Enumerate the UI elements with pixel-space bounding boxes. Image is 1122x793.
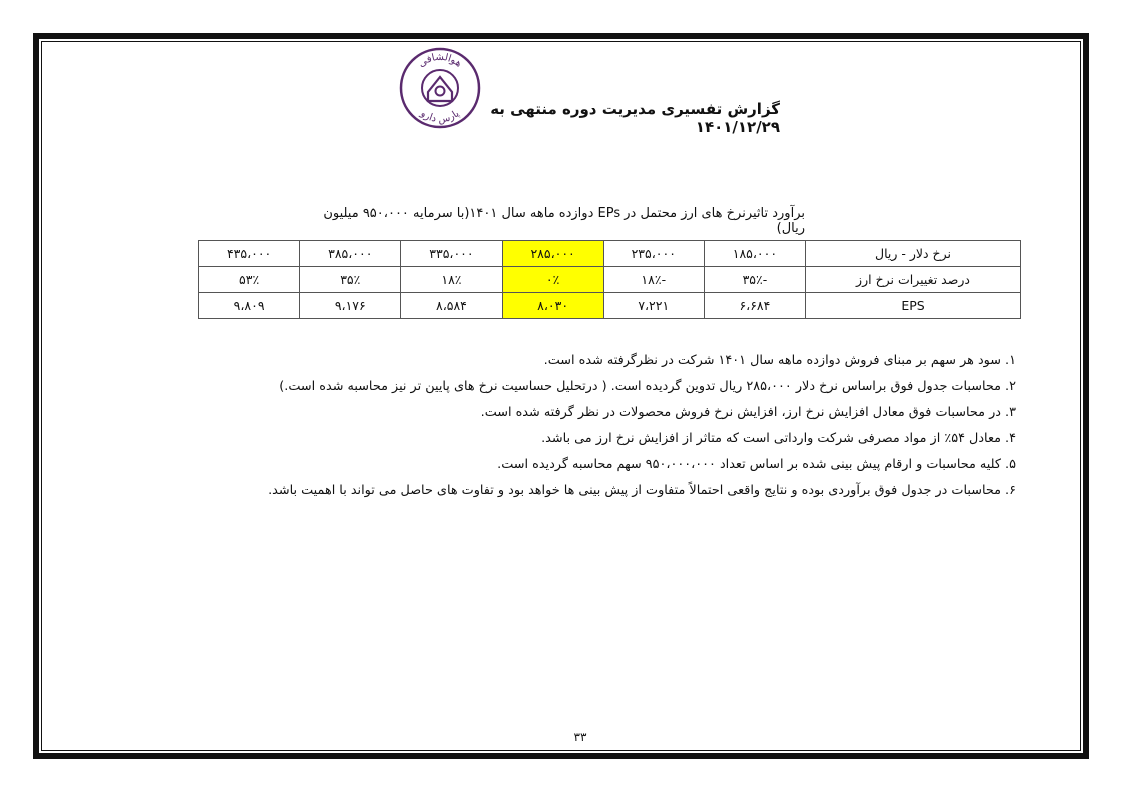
svg-text:هوالشافی (416, 52, 463, 70)
note-item: ۱. سود هر سهم بر مبنای فروش دوازده ماهه سال ۱۴۰۱ شرکت در نظرگرفته شده است. (543, 353, 1016, 368)
table-caption: برآورد تاثیرنرخ های ارز محتمل در EPs دوازده ماهه سال ۱۴۰۱(با سرمایه ۹۵۰،۰۰۰ میلیون ریال) (323, 206, 805, 236)
table-cell: ۵۳٪ (199, 267, 300, 293)
note-item: ۶. محاسبات در جدول فوق برآوردی بوده و نتایج واقعی احتمالاً متفاوت از پیش بینی ها خواهد بود و تفاوت های حاصل می تواند با اهمیت باشد. (268, 483, 1016, 498)
note-item: ۳. در محاسبات فوق معادل افزایش نرخ ارز، افزایش نرخ فروش محصولات در نظر گرفته شده است. (480, 405, 1016, 420)
note-item: ۲. محاسبات جدول فوق براساس نرخ دلار ۲۸۵،۰۰۰ ریال تدوین گردیده است. ( درتحلیل حساسیت نرخ های پایین تر نیز محاسبه شده است.) (279, 379, 1016, 394)
table-cell-highlighted: ۲۸۵،۰۰۰ (502, 241, 603, 267)
row-header: نرخ دلار - ریال (806, 241, 1021, 267)
table-cell: ۱۸۵،۰۰۰ (704, 241, 805, 267)
row-header: EPS (806, 293, 1021, 319)
table-row (199, 293, 1021, 319)
logo-bottom-text: پارس دارو (418, 108, 462, 126)
table-row (199, 241, 1021, 267)
table-cell: ۹،۸۰۹ (199, 293, 300, 319)
notes-list (268, 348, 1016, 504)
note-item: ۴. معادل ۵۴٪ از مواد مصرفی شرکت وارداتی است که متاثر از افزایش نرخ ارز می باشد. (541, 431, 1016, 446)
logo-top-text: هوالشافی (416, 51, 464, 70)
table-cell: ۴۳۵،۰۰۰ (199, 241, 300, 267)
table-cell: ۹،۱۷۶ (300, 293, 401, 319)
table-cell-highlighted: ۰٪ (502, 267, 603, 293)
table-cell: ۳۳۵،۰۰۰ (401, 241, 502, 267)
eps-sensitivity-table (198, 240, 1021, 319)
table-cell: ۷،۲۲۱ (603, 293, 704, 319)
row-header: درصد تغییرات نرخ ارز (806, 267, 1021, 293)
table-cell: -۳۵٪ (704, 267, 805, 293)
table-cell: ۲۳۵،۰۰۰ (603, 241, 704, 267)
table-cell: -۱۸٪ (603, 267, 704, 293)
page-number: ۳۳ (573, 730, 587, 744)
table-cell: ۳۵٪ (300, 267, 401, 293)
table-cell: ۸،۵۸۴ (401, 293, 502, 319)
table-cell: ۱۸٪ (401, 267, 502, 293)
report-title: گزارش تفسیری مدیریت دوره منتهی به ۱۴۰۱/۱۲/۲۹ (490, 100, 780, 136)
table-cell-highlighted: ۸،۰۳۰ (502, 293, 603, 319)
table-cell: ۶،۶۸۴ (704, 293, 805, 319)
note-item: ۵. کلیه محاسبات و ارقام پیش بینی شده بر اساس تعداد ۹۵۰،۰۰۰،۰۰۰ سهم محاسبه گردیده است. (497, 457, 1016, 472)
table-row (199, 267, 1021, 293)
table-cell: ۳۸۵،۰۰۰ (300, 241, 401, 267)
